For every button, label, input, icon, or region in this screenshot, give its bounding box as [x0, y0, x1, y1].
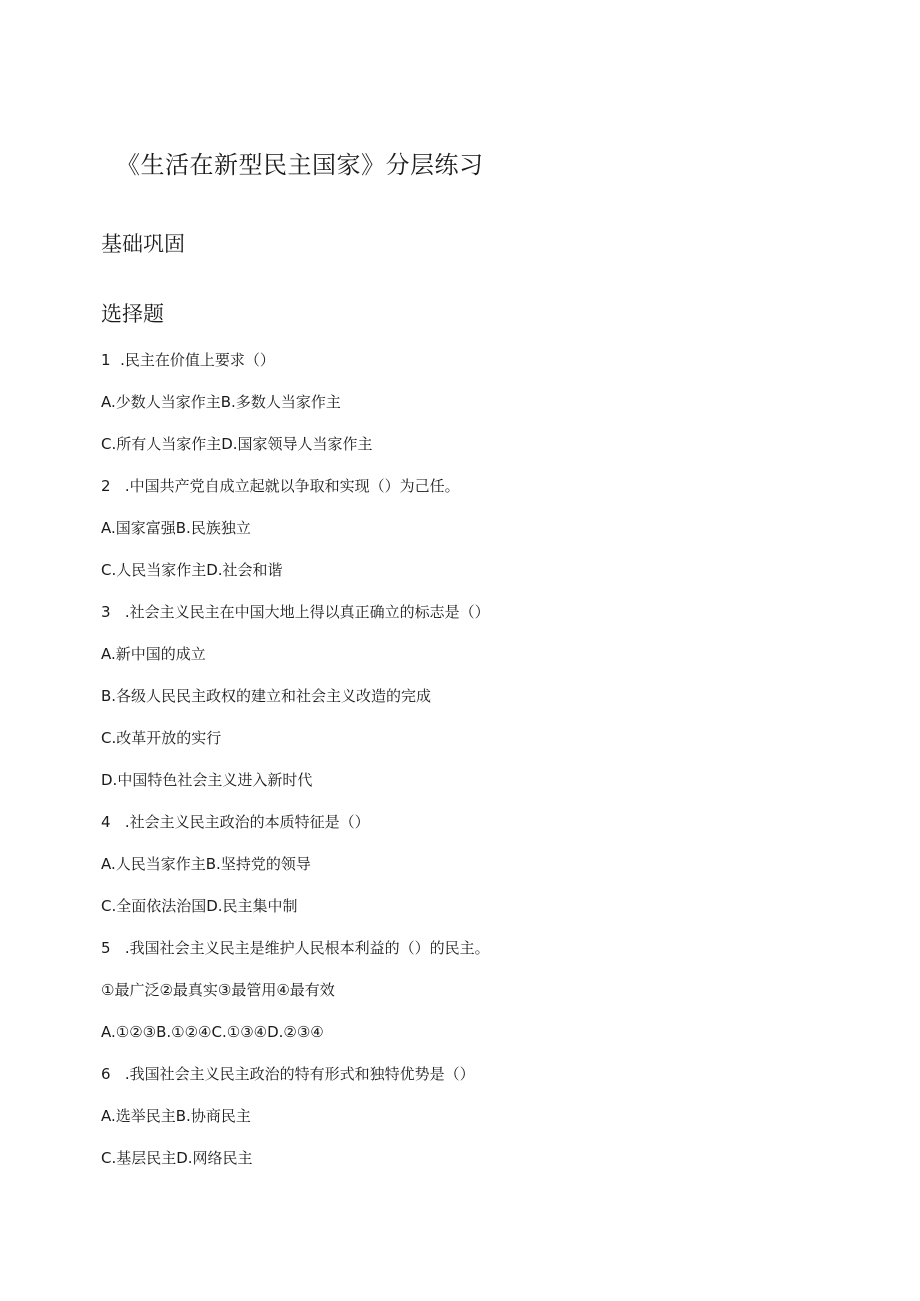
section-heading-multiple-choice: 选择题 — [101, 302, 164, 326]
question-6-options-cd: C.基层民主D.网络民主 — [101, 1149, 253, 1167]
question-2: 2 .中国共产党自成立起就以争取和实现（）为己任。 — [101, 477, 460, 495]
question-5: 5 .我国社会主义民主是维护人民根本利益的（）的民主。 — [101, 939, 490, 957]
question-4-options-cd: C.全面依法治国D.民主集中制 — [101, 897, 298, 915]
question-3-option-b: B.各级人民民主政权的建立和社会主义改造的完成 — [101, 687, 432, 705]
question-2-options-cd: C.人民当家作主D.社会和谐 — [101, 561, 283, 579]
question-3: 3 .社会主义民主在中国大地上得以真正确立的标志是（） — [101, 603, 490, 621]
question-5-statements: ①最广泛②最真实③最管用④最有效 — [101, 981, 335, 999]
question-3-option-a: A.新中国的成立 — [101, 645, 206, 663]
question-1-options-cd: C.所有人当家作主D.国家领导人当家作主 — [101, 435, 373, 453]
question-1-options-ab: A.少数人当家作主B.多数人当家作主 — [101, 393, 341, 411]
section-heading-basic: 基础巩固 — [101, 232, 185, 256]
question-3-option-c: C.改革开放的实行 — [101, 729, 222, 747]
question-6: 6 .我国社会主义民主政治的特有形式和独特优势是（） — [101, 1065, 475, 1083]
question-2-options-ab: A.国家富强B.民族独立 — [101, 519, 251, 537]
question-6-options-ab: A.选举民主B.协商民主 — [101, 1107, 251, 1125]
question-4: 4 .社会主义民主政治的本质特征是（） — [101, 813, 370, 831]
question-3-option-d: D.中国特色社会主义进入新时代 — [101, 771, 313, 789]
question-1: 1 .民主在价值上要求（） — [101, 351, 275, 369]
document-title: 《生活在新型民主国家》分层练习 — [116, 151, 484, 179]
question-5-options: A.①②③B.①②④C.①③④D.②③④ — [101, 1023, 324, 1041]
question-4-options-ab: A.人民当家作主B.坚持党的领导 — [101, 855, 311, 873]
